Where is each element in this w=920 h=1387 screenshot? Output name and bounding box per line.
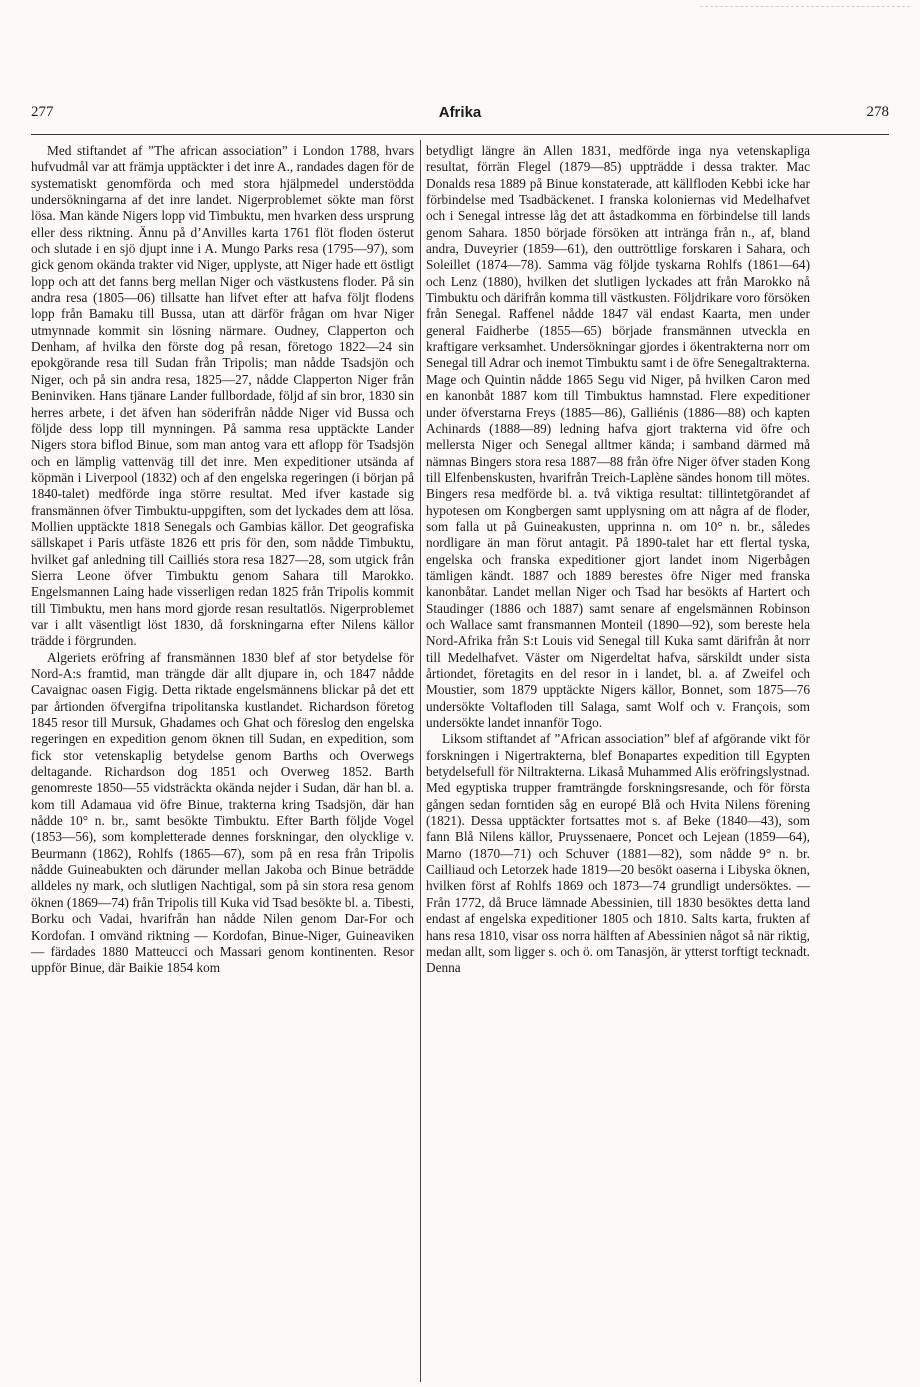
right-paragraph-2: Liksom stiftandet af ”African association” blef af afgörande vikt för forskningen i Nigertrakterna, blef Bonapartes expedition till Egypten betydelsefull för Niltrakterna. Likaså Muhammed Alis eröfringslystnad. Med egyptiska trupper framträngde forskningsresande, och för första gången sedan forntiden såg en europé Blå och Hvita Nilens förening (1821). Dessa upptäckter fortsattes mot s. af Beke (1840—43), som fann Blå Nilens källor, Pruyssenaere, Poncet och Lejean (1859—64), Marno (1870—71) och Schuver (1881—82), som nådde 9° n. br. Cailliaud och Letorzek hade 1819—20 besökt oaserna i Libyska öknen, hvilken först af Rohlfs 1869 och 1873—74 grundligt undersöktes. — Från 1772, då Bruce lämnade Abessinien, till 1830 besöktes detta land endast af engelska expeditioner 1805 och 1810. Salts karta, frukten af hans resa 1810, visar oss norra hälften af Abessinien något så när riktig, medan allt, som ligger s. och ö. om Tanasjön, är ytterst torftigt tecknadt. Denna <box>426 731 810 976</box>
right-paragraph-1: betydligt längre än Allen 1831, medförde inga nya vetenskapliga resultat, förrän Flegel (1879—85) uppträdde i dessa trakter. Mac Donalds resa 1889 på Binue konstaterade, att källfloden Kebbi icke har förbindelse med Tsadbäckenet. I franska koloniernas vid Medelhafvet och i Senegal intresse låg det att åstadkomma en förbindelse till lands genom Sahara. 1850 började försöken att intränga från n., af, bland andra, Duveyrier (1859—61), den outtröttlige forskaren i Sahara, och Soleillet (1874—78). Samma väg följde tyskarna Rohlfs (1861—64) och Lenz (1880), hvilken det slutligen lyckades att från Marokko nå Timbuktu och därifrån komma till västkusten. Följdrikare voro försöken från Senegal. Raffenel nådde 1847 väl endast Kaarta, men under general Faidherbe (1855—65) började fransmännen utveckla en kraftigare verksamhet. Undersökningar gjordes i ökentrakterna norr om Senegal till Adrar och inemot Timbuktu samt i de öfre Senegaltrakterna. Mage och Quintin nådde 1865 Segu vid Niger, på hvilken Caron med en kanonbåt 1887 kom till Timbuktus hamnstad. Flere expeditioner under öfverstarna Freys (1885—86), Galliénis (1886—88) och kapten Achinards (1888—89) ledning hafva gjort trakterna vid öfre och mellersta Niger och Senegal alltmer kända; i samband därmed må nämnas Bingers stora resa 1887—88 från öfre Niger öfver staden Kong till Elfenbenskusten, hvarifrån Treich-Laplène sändes honom till mötes. Bingers resa medförde bl. a. två viktiga resultat: tillintetgörandet af hypotesen om Kongbergen samt upplysning om att några af de floder, som falla ut på Guineakusten, upprinna n. om 10° n. br., således nordligare än man förut antagit. På 1890-talet har ett flertal tyska, engelska och franska expeditioner gjort landet inom Nigerbågen tämligen kändt. 1887 och 1889 berestes öfre Niger med franska kanonbåtar. Landet mellan Niger och Tsad har besökts af Hartert och Staudinger (1886 och 1887) samt senare af engelsmännen Robinson och Wallace samt fransmannen Monteil (1890—92), som bereste hela Nord-Afrika från S:t Louis vid Senegal till Kuka samt därifrån åt norr till Medelhafvet. Väster om Nigerdeltat hafva, särskildt under sista årtiondet, företagits en del resor in i landet, bl. a. af Zweifel och Moustier, som 1879 upptäckte Nigers källor, Bonnet, som 1875—76 undersökte Voltafloden till Salaga, samt Wolf och v. François, som undersökte landet innanför Togo. <box>426 143 810 731</box>
header-rule <box>31 134 889 135</box>
right-page-number: 278 <box>866 104 889 120</box>
column-divider <box>420 140 421 1382</box>
running-title: Afrika <box>438 104 482 121</box>
left-page-number: 277 <box>31 104 54 120</box>
right-column <box>426 143 810 977</box>
left-paragraph-2: Algeriets eröfring af fransmännen 1830 blef af stor betydelse för Nord-A:s framtid, man trängde där allt djupare in, och 1847 nådde Cavaignac oasen Figig. Detta riktade engelsmännens blickar på det ett par årtionden öfvergifna tripolitanska kustlandet. Richardson företog 1845 resor till Mursuk, Ghadames och Ghat och föreslog den engelska regeringen en expedition genom öknen till Sudan, en expedition, som fick stor vetenskaplig betydelse genom Barths och Overwegs deltagande. Richardson dog 1851 och Overweg 1852. Barth genomreste 1850—55 vidsträckta okända nejder i Sudan, där han bl. a. kom till Adamaua vid öfre Binue, trakterna kring Tsadsjön, där han nådde 10° n. br., samt besökte Timbuktu. Efter Barth följde Vogel (1853—56), som kompletterade dennes forskningar, den olycklige v. Beurmann (1862), Rohlfs (1865—67), som på en resa från Tripolis nådde Guineabukten och därunder mellan Jakoba och Binue beträdde alldeles ny mark, och slutligen Nachtigal, som på sin stora resa genom öknen (1869—74) från Tripolis till Kuka vid Tsad besökte bl. a. Tibesti, Borku och Vadai, hvarifrån han nådde Nilen genom Dar-For och Kordofan. I omvänd riktning — Kordofan, Binue-Niger, Guineaviken — färdades 1880 Matteucci och Massari genom kontinenten. Resor uppför Binue, där Baikie 1854 kom <box>31 649 414 976</box>
page-header <box>0 104 920 128</box>
left-column <box>31 143 414 977</box>
left-paragraph-1: Med stiftandet af ”The african association” i London 1788, hvars hufvudmål var att främja upptäckter i det inre A., randades dagen för de systematiskt genomförda och med stora hjälpmedel understödda undersökningarna af det inre landet. Nigerproblemet sökte man först lösa. Man kände Nigers lopp vid Timbuktu, men hvarken dess ursprung eller dess riktning. Ännu på d’Anvilles karta 1761 flöt floden österut och slutade i en sjö djupt inne i A. Mungo Parks resa (1795—97), som gick genom okända trakter vid Niger, upplyste, att Niger hade ett östligt lopp och att det fanns berg mellan Niger och västkustens floder. På sin andra resa (1805—06) tillsatte han lifvet efter att hafva följt flodens lopp från Bamaku till Bussa, utan att därför frågan om hvar Niger utmynnade kommit sin lösning närmare. Oudney, Clapperton och Denham, af hvilka den förste dog på resan, företogo 1822—24 sin epokgörande resa till Sudan från Tripolis; man nådde Tsadsjön och Niger, och på sin andra resa, 1825—27, nådde Clapperton Niger från Beninviken. Hans tjänare Lander fullbordade, följd af sin bror, 1830 sin herres arbete, i det äfven han söderifrån nådde Niger vid Bussa och följde dess lopp till mynningen. På samma resa upptäckte Lander Nigers stora biflod Binue, som man antog vara ett aflopp för Tsadsjön och en lämplig vattenväg till det inre. Men expeditioner utsända af köpmän i Liverpool (1832) och af den engelska regeringen (i början på 1840-talet) medförde inga större resultat. Med ifver kastade sig fransmännen öfver Timbuktu-uppgiften, som det lyckades dem att lösa. Mollien upptäckte 1818 Senegals och Gambias källor. Det geografiska sällskapet i Paris utfäste 1826 ett pris för den, som nådde Timbuktu, hvilket gaf anledning till Cailliés stora resa 1827—28, som utgick från Sierra Leone öfver Timbuktu genom Sahara till Marokko. Engelsmannen Laing hade visserligen redan 1825 från Tripolis kommit till Timbuktu, men hans mord gjorde resan resultatlös. Nigerproblemet var i allt väsentligt löst 1830, då forskningarna efter Nilens källor trädde i förgrunden. <box>31 143 414 649</box>
scan-edge-line <box>700 6 910 7</box>
